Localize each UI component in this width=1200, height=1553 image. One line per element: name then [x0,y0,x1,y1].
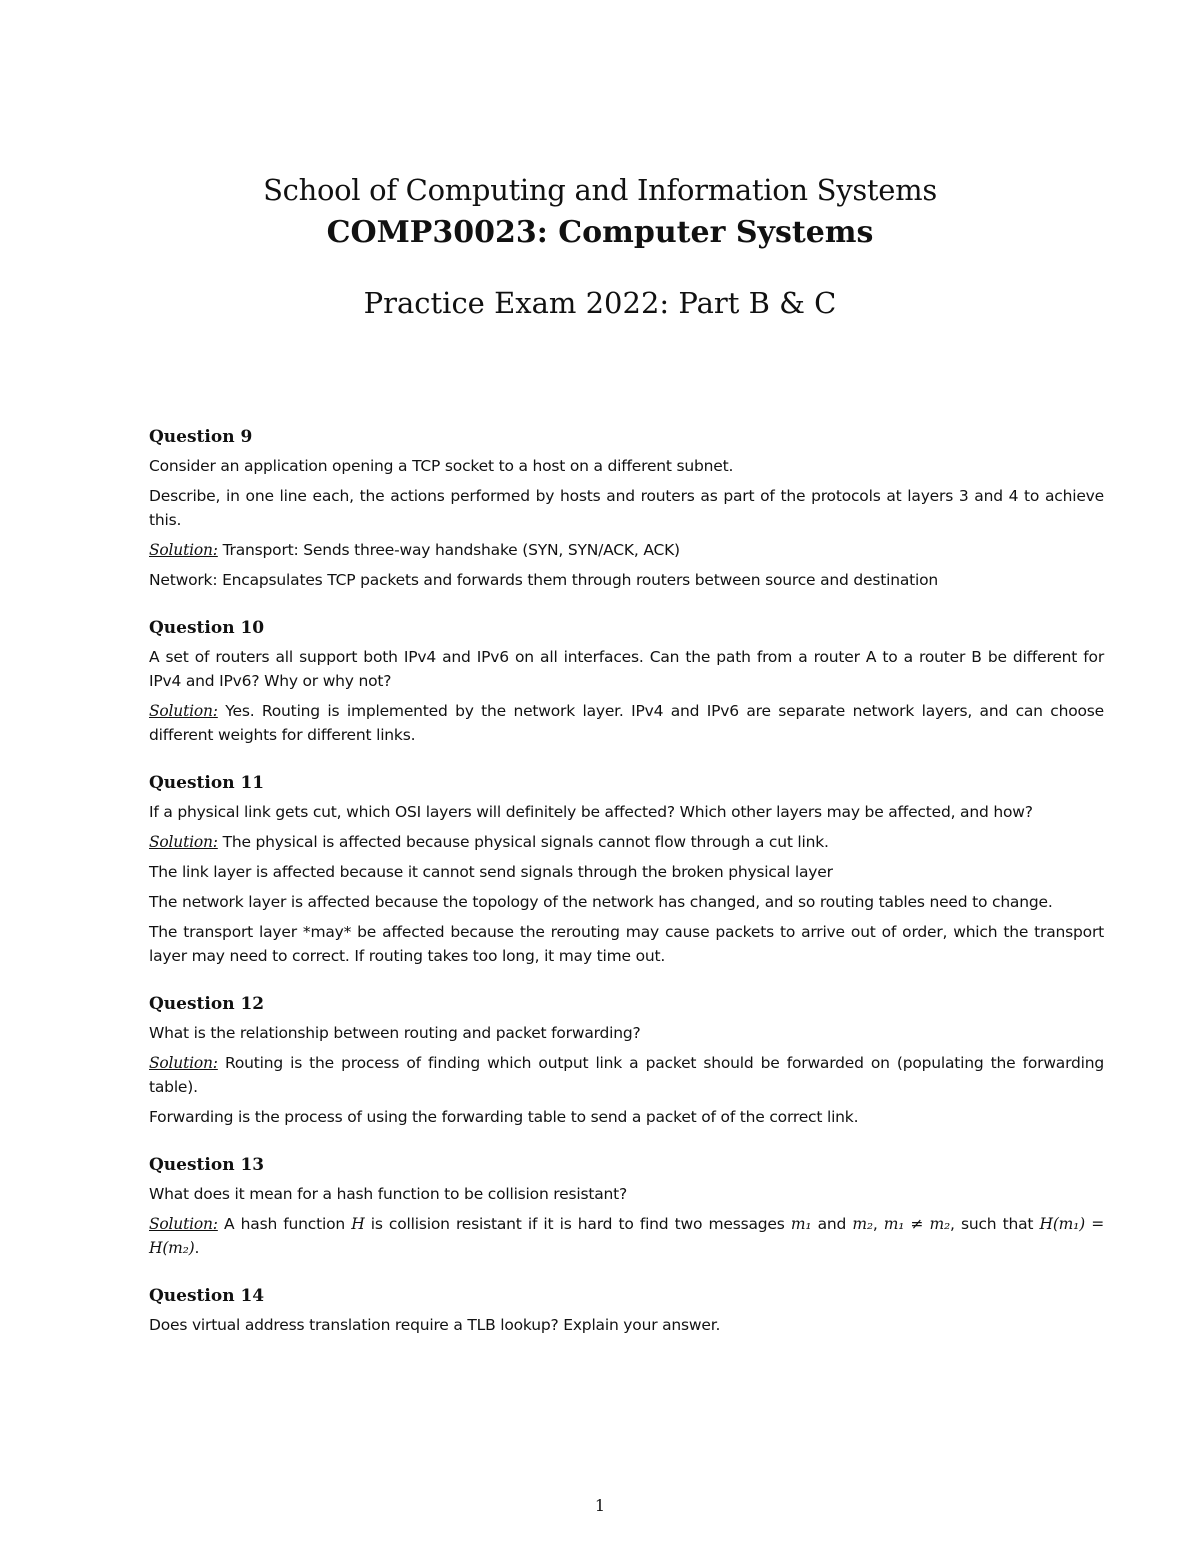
solution-paragraph [149,1051,1104,1099]
question-14 [149,1283,1104,1337]
question-prompt: A set of routers all support both IPv4 and IPv6 on all interfaces. Can the path from a router A to a router B be different for IPv4 and IPv6? Why or why not? [149,648,1104,690]
question-prompt: If a physical link gets cut, which OSI layers will definitely be affected? Which other layers may be affected, and how? [149,803,1033,821]
math-expression: H [351,1215,365,1233]
question-prompt: Does virtual address translation require a TLB lookup? Explain your answer. [149,1316,721,1334]
solution-text: , [872,1215,884,1233]
question-9 [149,424,1104,592]
solution-paragraph [149,1212,1104,1260]
solution-text: Network: Encapsulates TCP packets and forwards them through routers between source and destination [149,571,939,589]
question-title: Question 10 [149,618,265,638]
question-prompt: What does it mean for a hash function to be collision resistant? [149,1185,628,1203]
solution-label: Solution: [149,1054,218,1072]
question-title: Question 9 [149,427,253,447]
solution-paragraph [149,830,1104,854]
exam-title: Practice Exam 2022: Part B & C [363,286,837,320]
course-title: COMP30023: Computer Systems [326,215,874,250]
solution-text: The physical is affected because physical signals cannot flow through a cut link. [222,833,829,851]
solution-text: Routing is the process of finding which output link a packet should be forwarded on (populating the forwarding table). [149,1054,1104,1096]
solution-text: Transport: Sends three-way handshake (SYN, SYN/ACK, ACK) [222,541,680,559]
question-title: Question 13 [149,1155,265,1175]
school-name: School of Computing and Information Systems [263,173,937,207]
page-number: 1 [594,1496,606,1515]
question-12 [149,991,1104,1129]
question-11 [149,770,1104,968]
document-header [0,170,1200,323]
solution-text: The transport layer *may* be affected because the rerouting may cause packets to arrive out of order, which the transport layer may need to correct. If routing takes too long, it may time out. [149,923,1104,965]
question-title: Question 14 [149,1286,265,1306]
solution-label: Solution: [149,541,218,559]
solution-text: The link layer is affected because it cannot send signals through the broken physical layer [149,863,833,881]
question-10 [149,615,1104,747]
question-prompt: Consider an application opening a TCP socket to a host on a different subnet. [149,457,734,475]
question-13 [149,1152,1104,1260]
solution-text: is collision resistant if it is hard to find two messages [364,1215,791,1233]
solution-text: The network layer is affected because the topology of the network has changed, and so routing tables need to change. [149,893,1053,911]
solution-text: and [811,1215,853,1233]
math-expression: m₂ [852,1215,873,1233]
solution-text: Forwarding is the process of using the forwarding table to send a packet of of the correct link. [149,1108,859,1126]
math-expression: m₁ [790,1215,812,1233]
question-title: Question 12 [149,994,265,1014]
solution-text: . [194,1239,200,1257]
questions-section [149,424,1104,1360]
question-prompt: Describe, in one line each, the actions performed by hosts and routers as part of the protocols at layers 3 and 4 to achieve this. [149,487,1104,529]
solution-text: Yes. Routing is implemented by the network layer. IPv4 and IPv6 are separate network layers, and can choose different weights for different links. [149,702,1104,744]
math-expression: H(m₁) = H(m₂) [149,1215,1105,1257]
solution-paragraph [149,699,1104,747]
question-title: Question 11 [149,773,265,793]
solution-paragraph [149,538,1104,562]
solution-label: Solution: [149,1215,218,1233]
solution-text: , such that [950,1215,1040,1233]
question-prompt: What is the relationship between routing and packet forwarding? [149,1024,641,1042]
solution-label: Solution: [149,833,218,851]
solution-label: Solution: [149,702,218,720]
math-expression: m₁ ≠ m₂ [883,1215,951,1233]
solution-text: A hash function [224,1215,352,1233]
